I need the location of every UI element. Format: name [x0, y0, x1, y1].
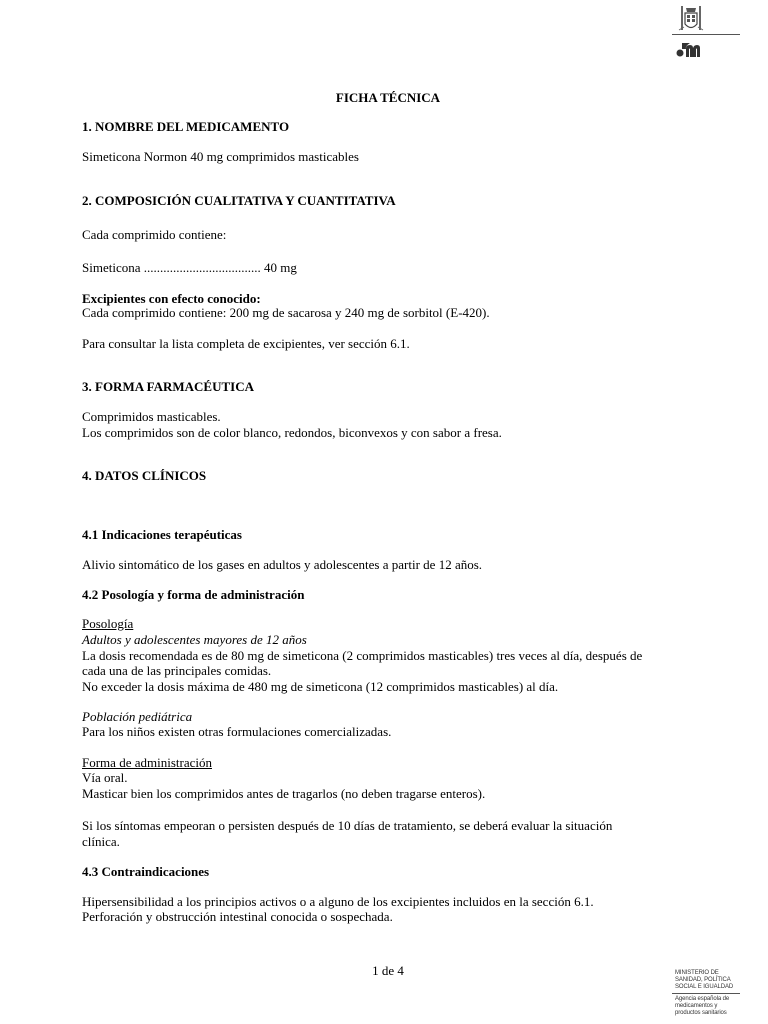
- aemps-logo-icon: [676, 40, 706, 58]
- section-2-heading: 2. COMPOSICIÓN CUALITATIVA Y CUANTITATIVA: [82, 193, 396, 208]
- ministry-line: SANIDAD, POLÍTICA: [675, 977, 731, 983]
- section-4-3-heading: 4.3 Contraindicaciones: [82, 864, 210, 879]
- contraindication-line-1: Hipersensibilidad a los principios activos o a alguno de los excipientes incluidos en la sección 6.1.: [82, 894, 594, 909]
- excipients-text: Cada comprimido contiene: 200 mg de sacarosa y 240 mg de sorbitol (E-420).: [82, 305, 490, 320]
- indications-text: Alivio sintomático de los gases en adultos y adolescentes a partir de 12 años.: [82, 557, 483, 572]
- administration-subheading: Forma de administración: [82, 755, 212, 770]
- footer-divider: [672, 993, 740, 994]
- agency-line: productos sanitarios: [675, 1010, 727, 1016]
- composition-intro: Cada comprimido contiene:: [82, 227, 227, 242]
- pediatric-text: Para los niños existen otras formulaciones comercializadas.: [82, 724, 392, 739]
- pharma-form-line-2: Los comprimidos son de color blanco, redondos, biconvexos y con sabor a fresa.: [82, 425, 502, 440]
- section-4-2-heading: 4.2 Posología y forma de administración: [82, 587, 305, 602]
- contraindication-line-2: Perforación y obstrucción intestinal conocida o sospechada.: [82, 909, 393, 924]
- symptoms-line-2: clínica.: [82, 834, 120, 849]
- section-3-heading: 3. FORMA FARMACÉUTICA: [82, 379, 254, 394]
- pharma-form-line-1: Comprimidos masticables.: [82, 409, 221, 424]
- dosage-line-2: cada una de las principales comidas.: [82, 663, 272, 678]
- section-1-heading: 1. NOMBRE DEL MEDICAMENTO: [82, 119, 290, 134]
- ministry-line: MINISTERIO DE: [675, 970, 719, 976]
- header-divider: [672, 34, 740, 35]
- ministry-name: [675, 970, 733, 991]
- pediatric-subheading: Población pediátrica: [82, 709, 193, 724]
- section-4-heading: 4. DATOS CLÍNICOS: [82, 468, 207, 483]
- adults-subheading: Adultos y adolescentes mayores de 12 años: [82, 632, 307, 647]
- page-number: 1 de 4: [372, 963, 404, 978]
- document-title: FICHA TÉCNICA: [335, 90, 441, 105]
- excipients-list-note: Para consultar la lista completa de excipientes, ver sección 6.1.: [82, 336, 410, 351]
- excipients-heading: Excipientes con efecto conocido:: [82, 291, 261, 306]
- agency-name: [675, 996, 729, 1017]
- product-name: Simeticona Normon 40 mg comprimidos masticables: [82, 149, 359, 164]
- spain-coat-of-arms-icon: [676, 4, 706, 34]
- agency-line: Agencia española de: [675, 996, 730, 1002]
- symptoms-line-1: Si los síntomas empeoran o persisten después de 10 días de tratamiento, se deberá evaluar la situación: [82, 818, 613, 833]
- chewing-instructions: Masticar bien los comprimidos antes de tragarlos (no deben tragarse enteros).: [82, 786, 486, 801]
- dosage-line-1: La dosis recomendada es de 80 mg de simeticona (2 comprimidos masticables) tres veces al día, después de: [82, 648, 643, 663]
- posology-subheading: Posología: [82, 616, 134, 631]
- route-text: Vía oral.: [82, 770, 128, 785]
- section-4-1-heading: 4.1 Indicaciones terapéuticas: [82, 527, 242, 542]
- composition-active: Simeticona .................................... 40 mg: [82, 260, 297, 275]
- agency-line: medicamentos y: [675, 1003, 718, 1009]
- ministry-line: SOCIAL E IGUALDAD: [675, 984, 734, 990]
- dosage-line-3: No exceder la dosis máxima de 480 mg de simeticona (12 comprimidos masticables) al día.: [82, 679, 559, 694]
